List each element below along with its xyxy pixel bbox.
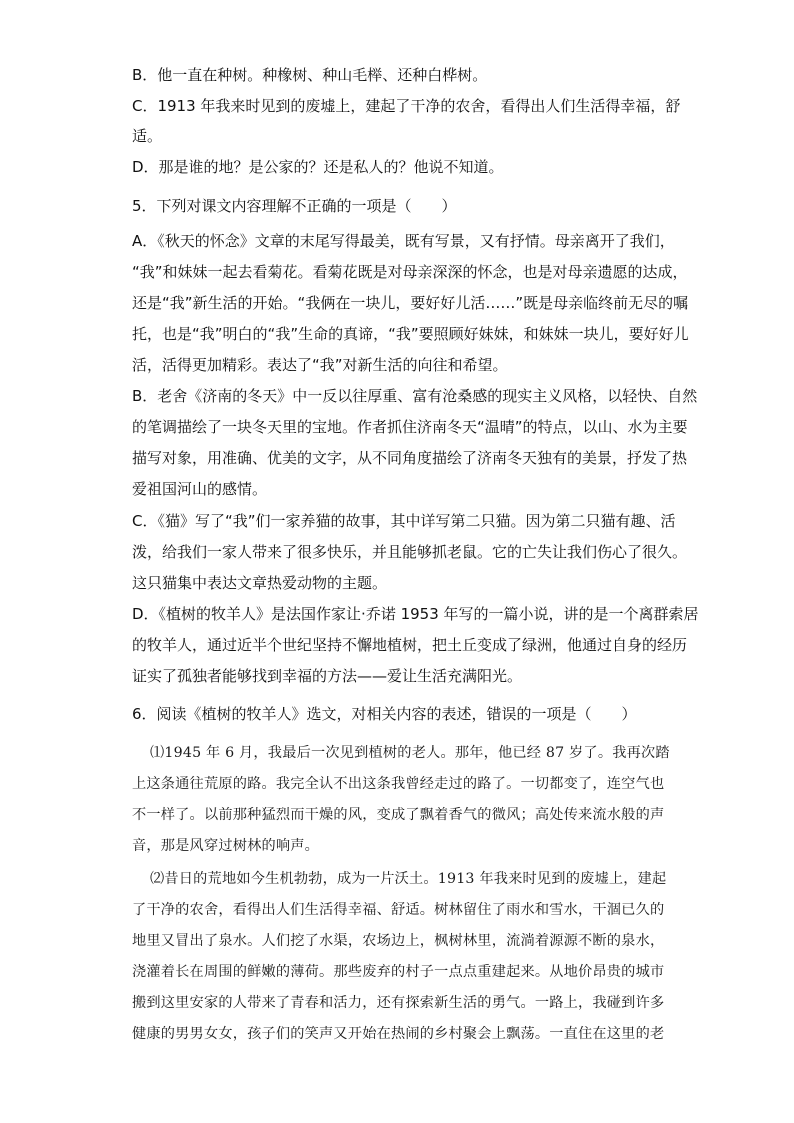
q5-option-c-line: 泼，给我们一家人带来了很多快乐，并且能够抓老鼠。它的亡失让我们伤心了很久。 [132, 543, 688, 561]
passage-p2-line: 健康的男男女女，孩子们的笑声又开始在热闹的乡村聚会上飘荡。一直住在这里的老 [132, 1026, 665, 1042]
passage-p2-line: ⑵昔日的荒地如今生机勃勃，成为一片沃土。1913 年我来时见到的废墟上，建起 [150, 871, 667, 887]
q5-option-a-line: 托，也是“我”明白的“我”生命的真谛，“我”要照顾好妹妹，和妹妹一块儿，要好好儿 [132, 325, 689, 343]
passage-p2-line: 了干净的农舍，看得出人们生活得幸福、舒适。树林留住了雨水和雪水，干涸已久的 [132, 902, 665, 918]
q4-option-b: B．他一直在种树。种橡树、种山毛榉、还种白桦树。 [132, 66, 488, 84]
passage-p2-line: 搬到这里安家的人带来了青春和活力，还有探索新生活的勇气。一路上，我碰到许多 [132, 995, 665, 1011]
q5-option-a-line: “我”和妹妹一起去看菊花。看菊花既是对母亲深深的怀念，也是对母亲遗愿的达成， [132, 263, 688, 281]
q4-option-d: D．那是谁的地？是公家的？还是私人的？他说不知道。 [132, 158, 504, 176]
passage-p1-line: 不一样了。以前那种猛烈而干燥的风，变成了飘着香气的微风；高处传来流水般的声 [132, 807, 665, 823]
passage-p2-line: 地里又冒出了泉水。人们挖了水渠，农场边上，枫树林里，流淌着源源不断的泉水， [132, 933, 665, 949]
passage-p1-line: ⑴1945 年 6 月，我最后一次见到植树的老人。那年，他已经 87 岁了。我再次踏 [150, 745, 670, 761]
q5-option-d-line: 证实了孤独者能够找到幸福的方法——爱让生活充满阳光。 [132, 667, 523, 685]
q5-option-b-line: 的笔调描绘了一块冬天里的宝地。作者抓住济南冬天“温晴”的特点，以山、水为主要 [132, 418, 688, 436]
q5-option-a-line: 还是“我”新生活的开始。“我俩在一块儿，要好好儿活……”既是母亲临终前无尽的嘱 [132, 294, 689, 312]
q5-option-d-line: D．《植树的牧羊人》是法国作家让·乔诺 1953 年写的一篇小说，讲的是一个离群索居 [132, 605, 699, 623]
q4-option-c-line-2: 适。 [132, 127, 163, 145]
q4-option-c-line-1: C．1913 年我来时见到的废墟上，建起了干净的农舍，看得出人们生活得幸福，舒 [132, 97, 681, 115]
q5-option-c-line: C．《猫》写了“我”们一家养猫的故事，其中详写第二只猫。因为第二只猫有趣、活 [132, 512, 676, 530]
q6-stem: 6．阅读《植树的牧羊人》选文，对相关内容的表述，错误的一项是（ ） [132, 705, 637, 723]
q5-option-b-line: 描写对象，用准确、优美的文字，从不同角度描绘了济南冬天独有的美景，抒发了热 [132, 449, 688, 467]
q5-option-a-line: A．《秋天的怀念》文章的末尾写得最美，既有写景，又有抒情。母亲离开了我们， [132, 232, 675, 250]
q5-option-d-line: 的牧羊人，通过近半个世纪坚持不懈地植树，把土丘变成了绿洲，他通过自身的经历 [132, 636, 688, 654]
q5-option-a-line: 活，活得更加精彩。表达了“我”对新生活的向往和希望。 [132, 356, 508, 374]
passage-p1-line: 上这条通往荒原的路。我完全认不出这条我曾经走过的路了。一切都变了，连空气也 [132, 776, 665, 792]
passage-p2-line: 浇灌着长在周围的鲜嫩的薄荷。那些废弃的村子一点点重建起来。从地价昂贵的城市 [132, 964, 665, 980]
q5-option-b-line: 爱祖国河山的感情。 [132, 480, 268, 498]
passage-p1-line: 音，那是风穿过树林的响声。 [132, 838, 320, 854]
q5-option-b-line: B．老舍《济南的冬天》中一反以往厚重、富有沧桑感的现实主义风格，以轻快、自然 [132, 387, 698, 405]
q5-stem: 5．下列对课文内容理解不正确的一项是（ ） [132, 197, 457, 215]
q5-option-c-line: 这只猫集中表达文章热爱动物的主题。 [132, 574, 388, 592]
